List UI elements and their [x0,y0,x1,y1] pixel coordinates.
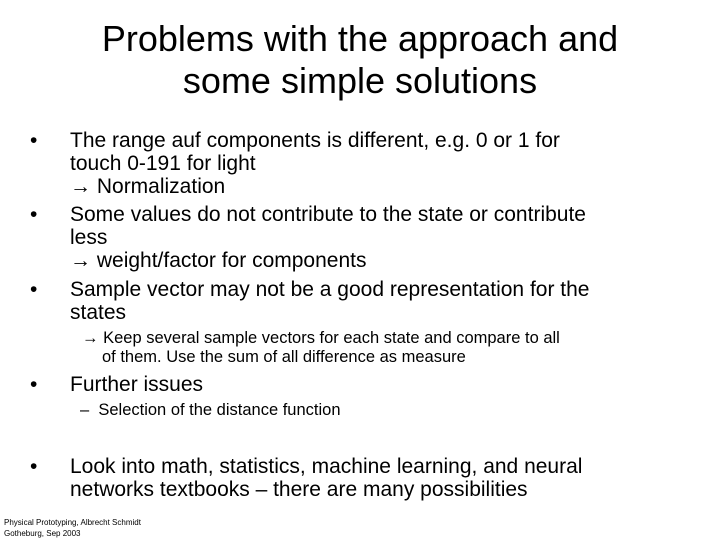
bullet-2-arrow-text: weight/factor for components [96,249,367,272]
bullet-marker: • [30,455,38,478]
footer-line-2: Gotheburg, Sep 2003 [4,529,81,538]
title-line-2: some simple solutions [182,60,538,101]
bullet-2-line-2: less [70,226,108,249]
arrow-icon: → [70,175,91,198]
bullet-1-line-2: touch 0-191 for light [70,152,256,175]
bullet-3-sub-text-1: Keep several sample vectors for each state and compare to all [103,329,560,347]
bullet-marker: • [30,373,38,396]
bullet-4-sub-text: Selection of the distance function [98,401,341,419]
arrow-icon: → [70,249,91,272]
slide-footer [4,517,141,539]
bullet-5-line-1: Look into math, statistics, machine learning, and neural [70,455,583,478]
bullet-2-arrow-line [70,249,366,273]
arrow-icon: → [82,329,99,347]
bullet-3-sub-line-1 [82,328,560,348]
bullet-3-line-2: states [70,301,127,324]
bullet-4-sub-line [80,400,341,420]
bullet-5-line-2: networks textbooks – there are many possibilities [70,478,528,501]
footer-line-1: Physical Prototyping, Albrecht Schmidt [4,518,141,527]
bullet-4-line-1: Further issues [70,373,204,396]
bullet-marker: • [30,278,38,301]
dash-marker: – [80,401,90,419]
bullet-marker: • [30,129,38,152]
bullet-1-arrow-text: Normalization [96,175,226,198]
title-line-1: Problems with the approach and [101,18,619,59]
bullet-3-sub-line-2: of them. Use the sum of all difference as measure [102,348,466,366]
bullet-2-line-1: Some values do not contribute to the state or contribute [70,203,586,226]
bullet-marker: • [30,203,38,226]
bullet-1-line-1: The range auf components is different, e.g. 0 or 1 for [70,129,560,152]
bullet-3-line-1: Sample vector may not be a good representation for the [70,278,590,301]
bullet-1-arrow-line [70,175,225,199]
